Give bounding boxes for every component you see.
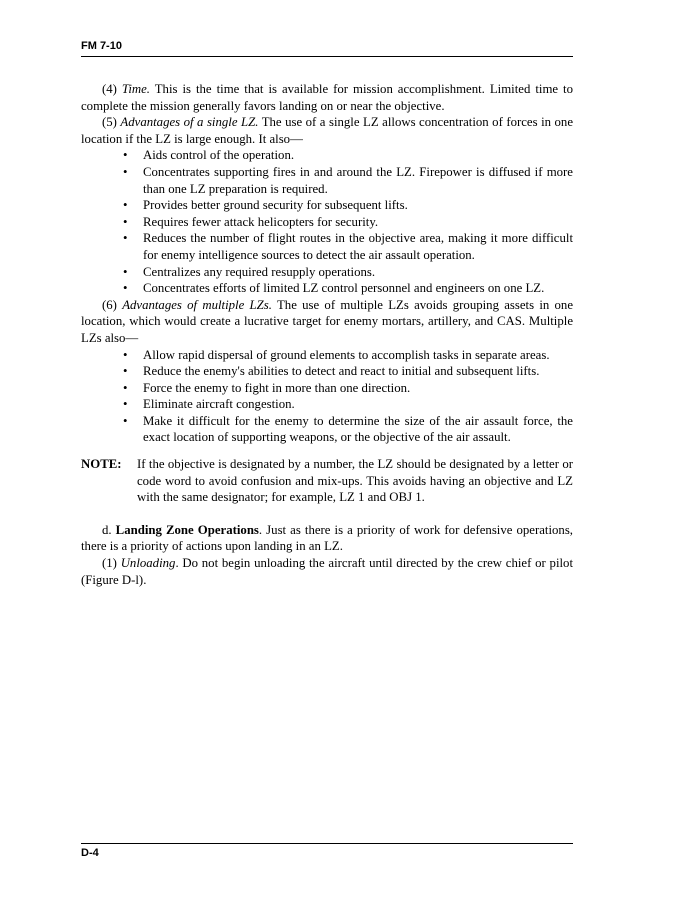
bullet-icon: • [123,148,128,163]
single-lz-bullet-list [81,147,573,296]
paragraph-number: (6) [102,297,123,312]
paragraph-text: . Just as there is a priority of work for defensive operations, there is a priority of actions upon landing in an LZ. [81,522,574,554]
list-item [123,230,573,263]
list-item [123,164,573,197]
paragraph-text: . Do not begin unloading the aircraft until directed by the crew chief or pilot (Figure D-l). [81,556,574,587]
list-item [123,363,573,380]
list-item-text: Reduce the enemy's abilities to detect and react to initial and subsequent lifts. [143,364,540,379]
list-item-text: Eliminate aircraft congestion. [143,397,295,412]
list-item [123,396,573,413]
paragraph-multiple-lzs [81,297,573,347]
header-rule [81,56,573,57]
paragraph-text: The use of multiple LZs avoids grouping assets in one location, which would create a lucrative target for enemy mortars, artillery, and CAS. Multiple LZs also— [81,297,574,345]
paragraph-text: This is the time that is available for mission accomplishment. Limited time to complete the mission generally favors landing on or near the objective. [81,82,574,113]
paragraph-unloading [81,555,573,588]
list-item-text: Provides better ground security for subsequent lifts. [143,198,408,213]
paragraph-heading: Advantages of multiple LZs. [122,297,272,312]
bullet-icon: • [123,214,128,229]
bullet-icon: • [123,164,128,179]
paragraph-text: The use of a single LZ allows concentration of forces in one location if the LZ is large enough. It also— [81,115,574,146]
page-body [81,81,573,588]
bullet-icon: • [123,347,128,362]
note-label: NOTE: [81,457,122,472]
paragraph-number: (4) [102,82,122,96]
list-item [123,280,573,297]
list-item-text: Centralizes any required resupply operations. [143,264,376,279]
paragraph-number: d. [102,522,116,537]
bullet-icon: • [123,198,128,213]
bullet-icon: • [123,413,128,428]
paragraph-heading: Time. [121,82,150,96]
bullet-icon: • [123,364,128,379]
note-text: If the objective is designated by a number, the LZ should be designated by a letter or code word to avoid confusion and mix-ups. This avoids having an objective and LZ with the same designator; for example, LZ 1 and OBJ 1. [137,457,573,505]
list-item-text: Force the enemy to fight in more than one direction. [143,380,411,395]
list-item [123,197,573,214]
list-item-text: Reduces the number of flight routes in the objective area, making it more difficult for enemy intelligence sources to detect the air assault operation. [143,231,573,262]
list-item-text: Requires fewer attack helicopters for security. [143,214,379,229]
paragraph-heading: Advantages of a single LZ. [120,115,259,130]
paragraph-heading: Unloading [120,556,176,571]
list-item-text: Concentrates efforts of limited LZ control personnel and engineers on one LZ. [143,281,545,296]
list-item-text: Allow rapid dispersal of ground elements to accomplish tasks in separate areas. [143,347,550,362]
paragraph-number: (1) [102,556,121,571]
paragraph-landing-zone-operations [81,522,573,555]
bullet-icon: • [123,397,128,412]
list-item-text: Concentrates supporting fires in and around the LZ. Firepower is diffused if more than one LZ preparation is required. [143,164,573,196]
list-item [123,147,573,164]
list-item-text: Aids control of the operation. [143,148,295,163]
paragraph-single-lz [81,114,573,147]
paragraph-number: (5) [102,115,121,130]
note-block [81,456,573,506]
bullet-icon: • [123,380,128,395]
paragraph-heading: Landing Zone Operations [115,522,259,537]
list-item [123,347,573,364]
paragraph-time [81,81,573,114]
bullet-icon: • [123,231,128,246]
running-header: FM 7-10 [81,40,122,52]
list-item-text: Make it difficult for the enemy to determine the size of the air assault force, the exact location of supporting weapons, or the objective of the air assault. [143,413,573,445]
bullet-icon: • [123,264,128,279]
bullet-icon: • [123,281,128,296]
footer-rule [81,843,573,844]
list-item [123,214,573,231]
spacer [81,506,573,522]
list-item [123,380,573,397]
list-item [123,413,573,446]
page-number: D-4 [81,847,99,859]
multiple-lz-bullet-list [81,347,573,447]
list-item [123,264,573,281]
